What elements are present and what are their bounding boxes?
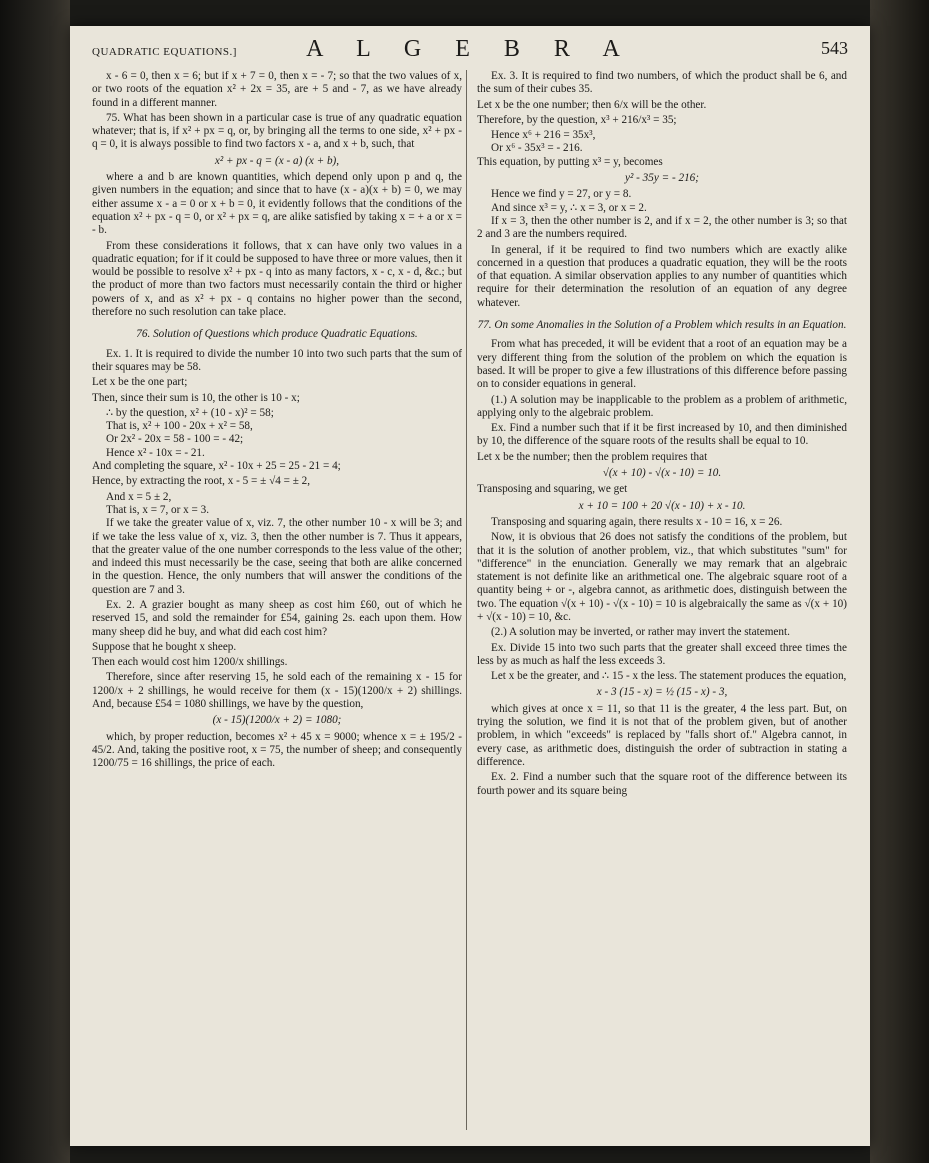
text-line: Therefore, by the question, x³ + 216/x³ = 35; [477,113,677,126]
equation-line: And x = 5 ± 2, [106,490,172,503]
text-line: Then, since their sum is 10, the other is 10 - x; [92,391,300,404]
display-equation: √(x + 10) - √(x - 10) = 10. [602,467,722,480]
paragraph: Ex. 2. Find a number such that the square root of the difference between its fourth power and its square being [477,771,847,797]
book-edge-shadow [870,0,929,1163]
paragraph: Ex. 2. A grazier bought as many sheep as cost him £60, out of which he reserved 15, and sold the remainder for £54, gaining 2s. each upon them. How many sheep did he buy, and what did each cost him? [92,598,462,638]
paragraph: (2.) A solution may be inverted, or rather may invert the statement. [491,626,790,639]
equation-line: Or 2x² - 20x = 58 - 100 = - 42; [106,433,244,446]
equation-line: Hence we find y = 27, or y = 8. [491,188,632,201]
display-equation: x + 10 = 100 + 20 √(x - 10) + x - 10. [578,499,746,512]
display-equation: (x - 15)(1200/x + 2) = 1080; [212,714,342,727]
equation-line: Hence x⁶ + 216 = 35x³, [491,129,596,142]
paragraph: which, by proper reduction, becomes x² + 45 x = 9000; whence x = ± 195/2 - 45/2. And, taking the positive root, x = 75, the number of sheep; and consequently 1200/75 = 16 shillings, the price of each. [92,730,462,770]
display-equation: y² - 35y = - 216; [625,172,699,185]
display-equation: x - 3 (15 - x) = ½ (15 - x) - 3, [596,686,728,699]
book-spine-shadow [0,0,70,1163]
paragraph: where a and b are known quantities, which depend only upon p and q, the given numbers in the equation; and since that to have (x - a)(x + b) = 0, we may either assume x - a = 0 or x + b = 0, it evidently follows that the conditions of the equation x² + px - q = 0, or x² + px = q, are alike satisfied by taking x = + a or x = - b. [92,171,462,237]
text-line: Let x be the one part; [92,376,188,389]
equation-lines [477,188,847,215]
paragraph: which gives at once x = 11, so that 11 is the greater, 4 the less part. But, on trying the solution, we find it is not that of the problem given, but of another problem, in which "exceeds" is replaced by "falls short of." Algebra cannot, in every case, as arithmetic does, distinguish the order of subtraction in stating a difference. [477,702,847,768]
equation-line: ∴ by the question, x² + (10 - x)² = 58; [106,406,274,419]
text-line: Hence, by extracting the root, x - 5 = ± √4 = ± 2, [92,475,311,488]
paragraph: Ex. Find a number such that if it be first increased by 10, and then diminished by 10, the difference of the square roots of the results shall be equal to 10. [477,422,847,448]
paragraph: Ex. 1. It is required to divide the number 10 into two such parts that the sum of their squares may be 58. [92,347,462,373]
equation-line: That is, x² + 100 - 20x + x² = 58, [106,420,253,433]
equation-lines [477,129,847,156]
paragraph: From these considerations it follows, that x can have only two values in a quadratic equation; for if it could be supposed to have three or more values, then it would be possible to resolve x² + px - q into as many factors, x - c, x - d, &c.; but the product of more than two factors must necessarily contain the third or higher powers of x, and as x² + px - q contains no higher power than the second, therefore no such resolution can take place. [92,239,462,319]
display-equation: x² + px - q = (x - a) (x + b), [214,154,340,167]
paragraph: Let x be the greater, and ∴ 15 - x the less. The statement produces the equation, [491,670,847,683]
text-line: Then each would cost him 1200/x shillings. [92,656,288,669]
text-line: This equation, by putting x³ = y, becomes [477,155,663,168]
equation-line: That is, x = 7, or x = 3. [106,503,210,516]
book-page [70,26,870,1146]
paragraph: From what has preceded, it will be evident that a root of an equation may be a very different thing from the solution of the problem on which the equation is based. It will be proper to give a few illustrations of this difference before passing on to consider equations in general. [477,338,847,391]
paragraph: If x = 3, then the other number is 2, and if x = 2, the other number is 3; so that 2 and 3 are the numbers required. [477,214,847,241]
page-header [92,36,848,66]
running-head-title: A L G E B R A [306,36,634,62]
paragraph: In general, if it be required to find two numbers which are exactly alike concerned in a question that produces a quadratic equation, they will be the roots of that equation. A similar observation applies to any number of quantities which require for their determination the resolution of an equation of any degree whatever. [477,243,847,309]
equation-lines [92,407,462,460]
column-divider [466,70,467,1130]
paragraph: If we take the greater value of x, viz. 7, the other number 10 - x will be 3; and if we take the less value of x, viz. 3, then the other number is 7. Thus it appears, that the greater value of the one number corresponds to the less value of the other; and indeed this must necessarily be the case, seeing that both are alike concerned in the question. Hence, the only numbers that will answer the conditions of the question are 7 and 3. [92,517,462,596]
paragraph: (1.) A solution may be inapplicable to the problem as a problem of arithmetic, applying only to the algebraic problem. [477,393,847,419]
section-heading: 77. On some Anomalies in the Solution of a Problem which results in an Equation. [477,319,847,332]
text-line: Suppose that he bought x sheep. [92,640,237,653]
section-heading: 76. Solution of Questions which produce Quadratic Equations. [136,328,418,341]
paragraph: Transposing and squaring again, there results x - 10 = 16, x = 26. [491,515,783,528]
text-line: Let x be the one number; then 6/x will be the other. [477,98,707,111]
paragraph: Ex. 3. It is required to find two numbers, of which the product shall be 6, and the sum of their cubes 35. [477,70,847,96]
paragraph: 75. What has been shown in a particular case is true of any quadratic equation whatever; that is, if x² + px = q, or, by bringing all the terms to one side, x² + px - q = 0, it is always possible to find two factors x - a, and x + b, such, that [92,111,462,151]
text-line: Transposing and squaring, we get [477,483,628,496]
equation-line: And since x³ = y, ∴ x = 3, or x = 2. [491,201,647,214]
left-column [92,70,462,1138]
paragraph: Therefore, since after reserving 15, he sold each of the remaining x - 15 for 1200/x + 2 shillings, he would receive for them (x - 15)(1200/x + 2) shillings. And, because £54 = 1080 shillings, we have by the question, [92,671,462,711]
equation-line: Or x⁶ - 35x³ = - 216. [491,142,583,155]
page-number: 543 [821,38,848,58]
right-column [477,70,847,1138]
equation-line: Hence x² - 10x = - 21. [106,446,205,459]
paragraph: Now, it is obvious that 26 does not satisfy the conditions of the problem, but that it is the solution of another problem, viz., that which substitutes "sum" for "difference" in the enunciation. Generally we may remark that an algebraic statement is not definite like an arithmetical one. The algebraic square root of a quantity being + or -, algebra cannot, as arithmetic does, distinguish between the two. The equation √(x + 10) - √(x - 10) = 10 is algebraically the same as √(x + 10) + √(x - 10) = 10, &c. [477,531,847,623]
equation-lines [92,491,462,518]
paragraph: Ex. Divide 15 into two such parts that the greater shall exceed three times the less by as much as half the less exceeds 3. [477,641,847,667]
text-line: And completing the square, x² - 10x + 25 = 25 - 21 = 4; [92,460,341,473]
paragraph: x - 6 = 0, then x = 6; but if x + 7 = 0, then x = - 7; so that the two values of x, or two roots of the equation x² + 2x = 35, are + 5 and - 7, as we have already found in a different manner. [92,70,462,109]
text-line: Let x be the number; then the problem requires that [477,450,708,463]
running-head-left: QUADRATIC EQUATIONS.] [92,46,237,58]
